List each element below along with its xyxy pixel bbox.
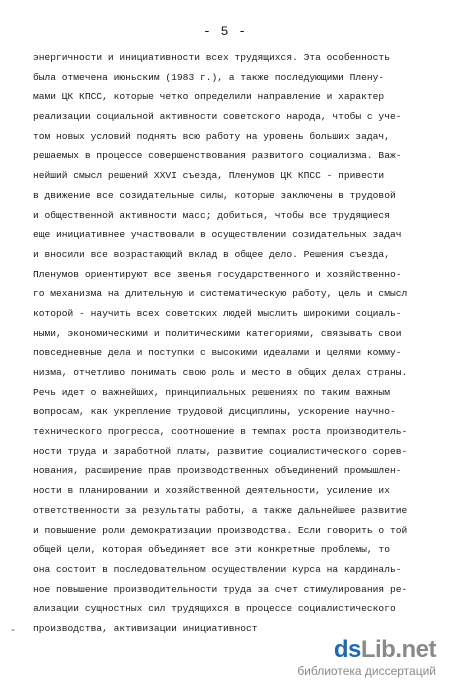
watermark-logo-ds: ds — [333, 636, 361, 663]
text-line: и общественной активности масс; добиться, чтобы все трудящиеся — [33, 209, 390, 221]
text-line: она состоит в последовательном осуществлении курса на кардиналь- — [33, 563, 402, 575]
text-line: общей цели, которая объединяет все эти конкретные проблемы, то — [33, 544, 390, 556]
watermark-logo-lib: Lib — [360, 636, 396, 663]
text-line: была отмечена июньским (1983 г.), а также последующими Плену- — [33, 71, 385, 83]
text-line: реализации социальной активности советского народа, чтобы с уче- — [33, 111, 402, 123]
text-line: вопросам, как укрепление трудовой дисциплины, ускорение научно- — [33, 406, 396, 418]
text-line: еще инициативнее участвовали в осуществлении созидательных задач — [33, 229, 402, 241]
text-line: технического прогресса, соотношение в темпах роста производитель- — [33, 426, 408, 438]
watermark-logo — [297, 638, 436, 662]
text-line: повседневные дела и поступки с высокими идеалами и целями комму- — [33, 347, 402, 359]
margin-mark: - — [10, 626, 17, 637]
text-line: нования, расширение прав производственных объединений промышлен- — [33, 465, 402, 477]
text-line: ности труда и заработной платы, развитие социалистического сорев- — [33, 445, 408, 457]
text-line: ное повышение производительности труда за счет стимулирования ре- — [33, 583, 408, 595]
text-line: Пленумов ориентируют все звенья государственного и хозяйственно- — [33, 268, 402, 280]
text-line: ными, экономическими и политическими категориями, связывать свои — [33, 327, 402, 339]
text-line: и повышение роли демократизации производства. Если говорить о той — [33, 524, 408, 536]
text-line: которой - научить всех советских людей мыслить широкими социаль- — [33, 307, 402, 319]
text-line: Речь идет о важнейших, принципиальных решениях по таким важным — [33, 386, 390, 398]
text-line: ности в планировании и хозяйственной деятельности, усиление их — [33, 485, 390, 497]
text-line: том новых условий поднять всю работу на уровень больших задач, — [33, 130, 390, 142]
text-line: и вносили все возрастающий вклад в общее дело. Решения съезда, — [33, 248, 390, 260]
document-body — [33, 48, 433, 639]
text-line: решаемых в процессе совершенствования развитого социализма. Важ- — [33, 150, 402, 162]
text-line: нейший смысл решений XXVI съезда, Пленумов ЦК КПСС - привести — [33, 170, 385, 182]
text-line: энергичности и инициативности всех трудящихся. Эта особенность — [33, 52, 390, 63]
watermark-caption: библиотека диссертаций — [297, 664, 436, 678]
text-line: ответственности за результаты работы, а также дальнейшее развитие — [33, 504, 408, 516]
text-line: мами ЦК КПСС, которые четко определили направление и характер — [33, 91, 385, 103]
watermark — [297, 638, 436, 678]
text-line: го механизма на длительную и систематическую работу, цель и смысл — [33, 288, 408, 300]
page-number: - 5 - — [202, 24, 247, 39]
watermark-logo-tld: .net — [395, 636, 436, 663]
text-line: ализации сущностных сил трудящихся в процессе социалистического — [33, 603, 396, 615]
text-line: производства, активизации инициативност — [33, 622, 258, 634]
text-line: низма, отчетливо понимать свою роль и место в общих делах страны. — [33, 367, 408, 378]
text-line: в движение все созидательные силы, которые заключены в трудовой — [33, 189, 396, 201]
